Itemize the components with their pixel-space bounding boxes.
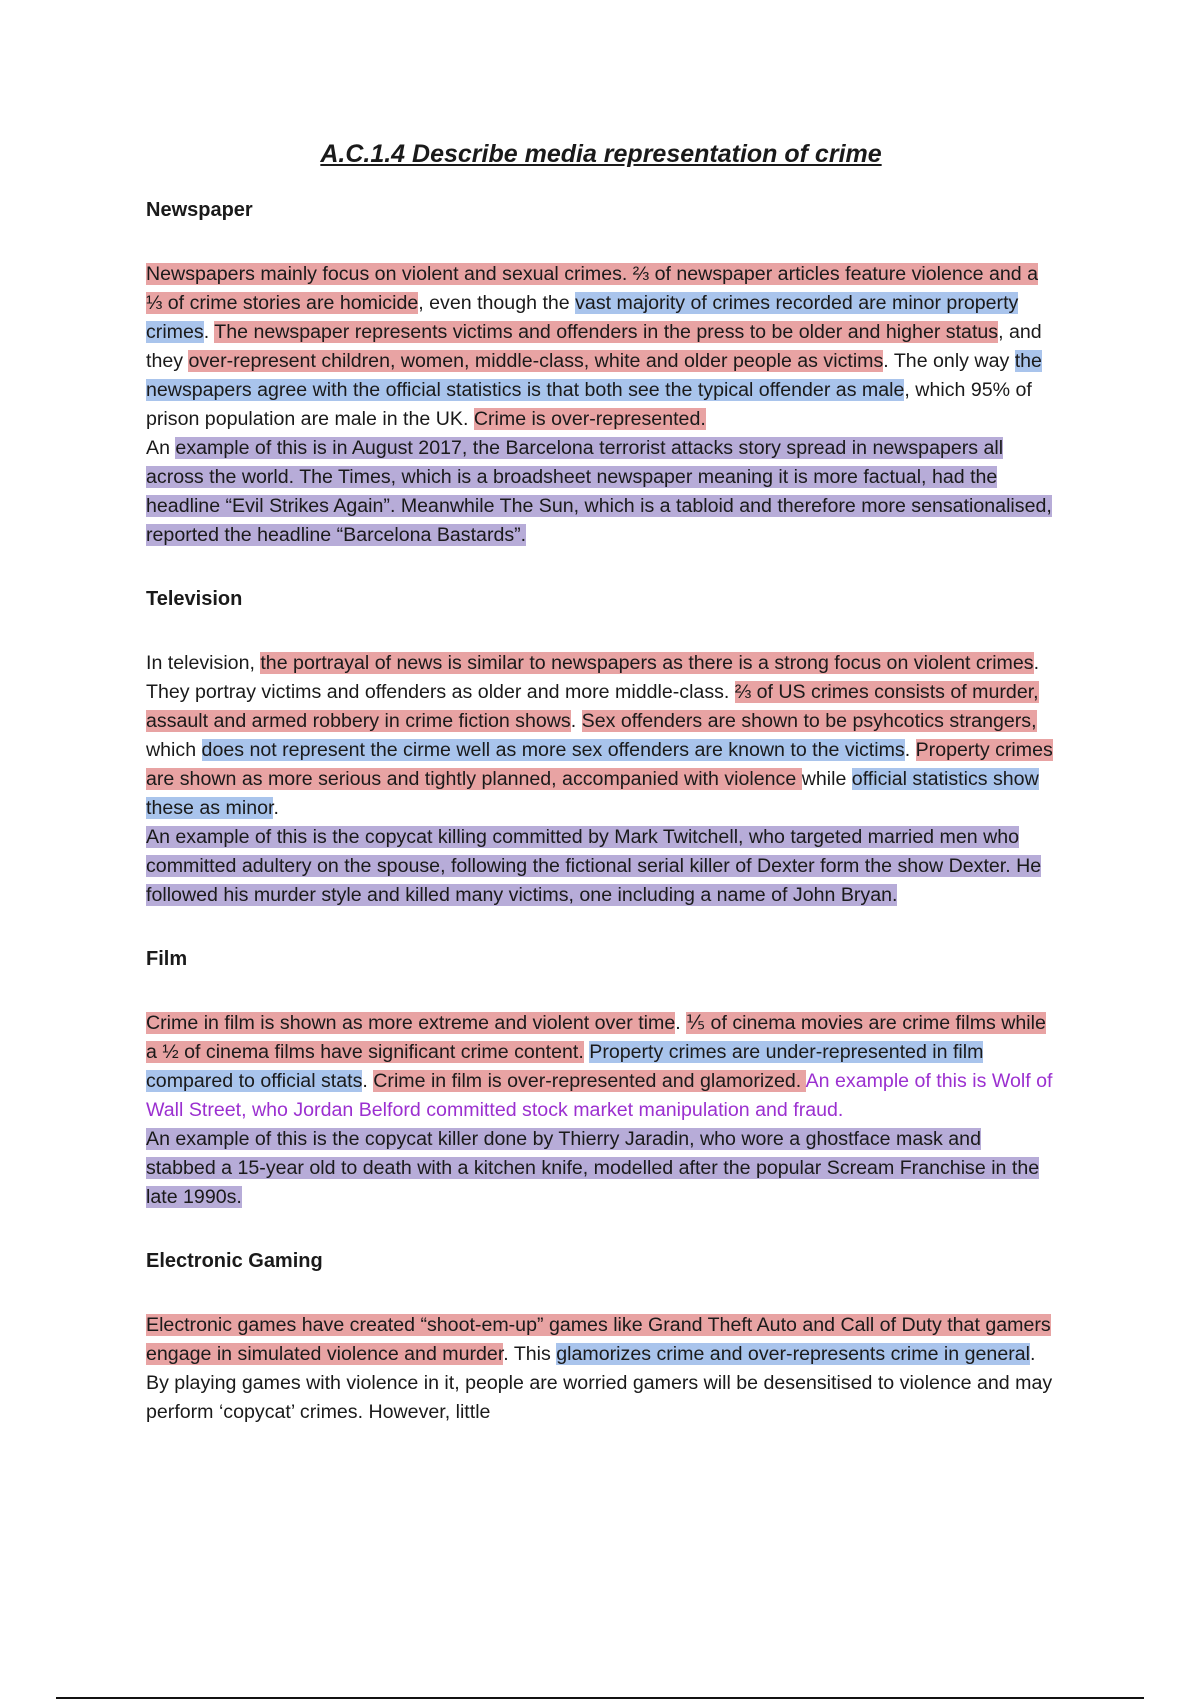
highlight-blue: vast majority of crimes recorded are minor property crimes bbox=[146, 292, 1019, 343]
paragraph bbox=[146, 434, 1056, 550]
highlight-red: Property crimes are shown as more serious and tightly planned, accompanied with violence bbox=[146, 739, 1053, 790]
paragraph bbox=[146, 823, 1056, 910]
highlight-red: the portrayal of news is similar to newspapers as there is a strong focus on violent crimes bbox=[260, 652, 1034, 674]
section-heading: Television bbox=[146, 588, 243, 610]
text-run: . bbox=[203, 321, 215, 343]
purple-text: An example of this is Wolf of Wall Street, who Jordan Belford committed stock market manipulation and fraud. bbox=[146, 1070, 1053, 1121]
text-run: . bbox=[273, 797, 279, 819]
text-run: An bbox=[146, 437, 176, 459]
paragraph bbox=[146, 1125, 1056, 1212]
highlight-red: over-represent children, women, middle-class, white and older people as victims bbox=[188, 350, 884, 372]
text-run: . This bbox=[503, 1343, 557, 1365]
text-run: , even though the bbox=[418, 292, 576, 314]
highlight-red: Newspapers mainly focus on violent and sexual crimes. ⅔ of newspaper articles feature violence and a ⅓ of crime stories are homicide bbox=[146, 263, 1038, 314]
highlight-red: The newspaper represents victims and offenders in the press to be older and higher status bbox=[214, 321, 999, 343]
text-run: . bbox=[570, 710, 582, 732]
highlight-red: Sex offenders are shown to be psyhcotics strangers, bbox=[581, 710, 1037, 732]
document-body bbox=[146, 199, 1056, 1427]
section-electronic-gaming bbox=[146, 1250, 1056, 1427]
text-run: , which 95% of prison population are male in the UK. bbox=[146, 379, 1032, 430]
highlight-purple: An example of this is the copycat killer done by Thierry Jaradin, who wore a ghostface mask and stabbed a 15-year old to death with a kitchen knife, modelled after the popular Scream Franchise in the late 1990s. bbox=[146, 1128, 1040, 1208]
highlight-purple: example of this is in August 2017, the Barcelona terrorist attacks story spread in newspapers all across the world. The Times, which is a broadsheet newspaper meaning it is more factual, had the headline “Evil Strikes Again”. Meanwhile The Sun, which is a tabloid and therefore more sensationalised, reported the headline “Barcelona Bastards”. bbox=[146, 437, 1052, 546]
highlight-blue: official statistics show these as minor bbox=[146, 768, 1039, 819]
paragraph bbox=[146, 1311, 1056, 1427]
highlight-blue: Property crimes are under-represented in film compared to official stats bbox=[146, 1041, 984, 1092]
highlight-red: Crime is over-represented. bbox=[473, 408, 706, 430]
page-bottom-rule bbox=[56, 1697, 1144, 1699]
section-newspaper bbox=[146, 199, 1056, 550]
text-run: . bbox=[904, 739, 916, 761]
highlight-purple: An example of this is the copycat killing committed by Mark Twitchell, who targeted married men who committed adultery on the spouse, following the fictional serial killer of Dexter form the show Dexter. He followed his murder style and killed many victims, one including a name of John Bryan. bbox=[146, 826, 1042, 906]
highlight-blue: glamorizes crime and over-represents crime in general bbox=[556, 1343, 1030, 1365]
highlight-red: Crime in film is over-represented and glamorized. bbox=[373, 1070, 806, 1092]
paragraph bbox=[146, 260, 1056, 434]
highlight-red: Electronic games have created “shoot-em-up” games like Grand Theft Auto and Call of Duty that gamers engage in simulated violence and murder bbox=[146, 1314, 1051, 1365]
document-page bbox=[146, 140, 1056, 1465]
section-television bbox=[146, 588, 1056, 910]
text-run: . The only way bbox=[883, 350, 1015, 372]
highlight-red: ⅔ of US crimes consists of murder, assault and armed robbery in crime fiction shows bbox=[146, 681, 1039, 732]
text-run: while bbox=[801, 768, 852, 790]
section-heading: Electronic Gaming bbox=[146, 1250, 323, 1272]
text-run: . bbox=[675, 1012, 687, 1034]
text-run: , and they bbox=[146, 321, 1042, 372]
page-title: A.C.1.4 Describe media representation of crime bbox=[320, 140, 882, 168]
text-run: . They portray victims and offenders as older and more middle-class. bbox=[146, 652, 1040, 703]
text-run: In television, bbox=[146, 652, 261, 674]
text-run: . bbox=[362, 1070, 374, 1092]
highlight-red: Crime in film is shown as more extreme and violent over time bbox=[146, 1012, 676, 1034]
text-run: which bbox=[146, 739, 202, 761]
highlight-blue: does not represent the cirme well as more sex offenders are known to the victims bbox=[201, 739, 905, 761]
highlight-blue: the newspapers agree with the official statistics is that both see the typical offender as male bbox=[146, 350, 1042, 401]
section-heading: Film bbox=[146, 948, 188, 970]
paragraph bbox=[146, 649, 1056, 823]
highlight-red: ⅕ of cinema movies are crime films while a ½ of cinema films have significant crime content. bbox=[146, 1012, 1046, 1063]
text-run: . By playing games with violence in it, people are worried gamers will be desensitised to violence and may perform ‘copycat’ crimes. However, little bbox=[146, 1343, 1053, 1423]
section-film bbox=[146, 948, 1056, 1212]
section-heading: Newspaper bbox=[146, 199, 253, 221]
paragraph bbox=[146, 1009, 1056, 1125]
